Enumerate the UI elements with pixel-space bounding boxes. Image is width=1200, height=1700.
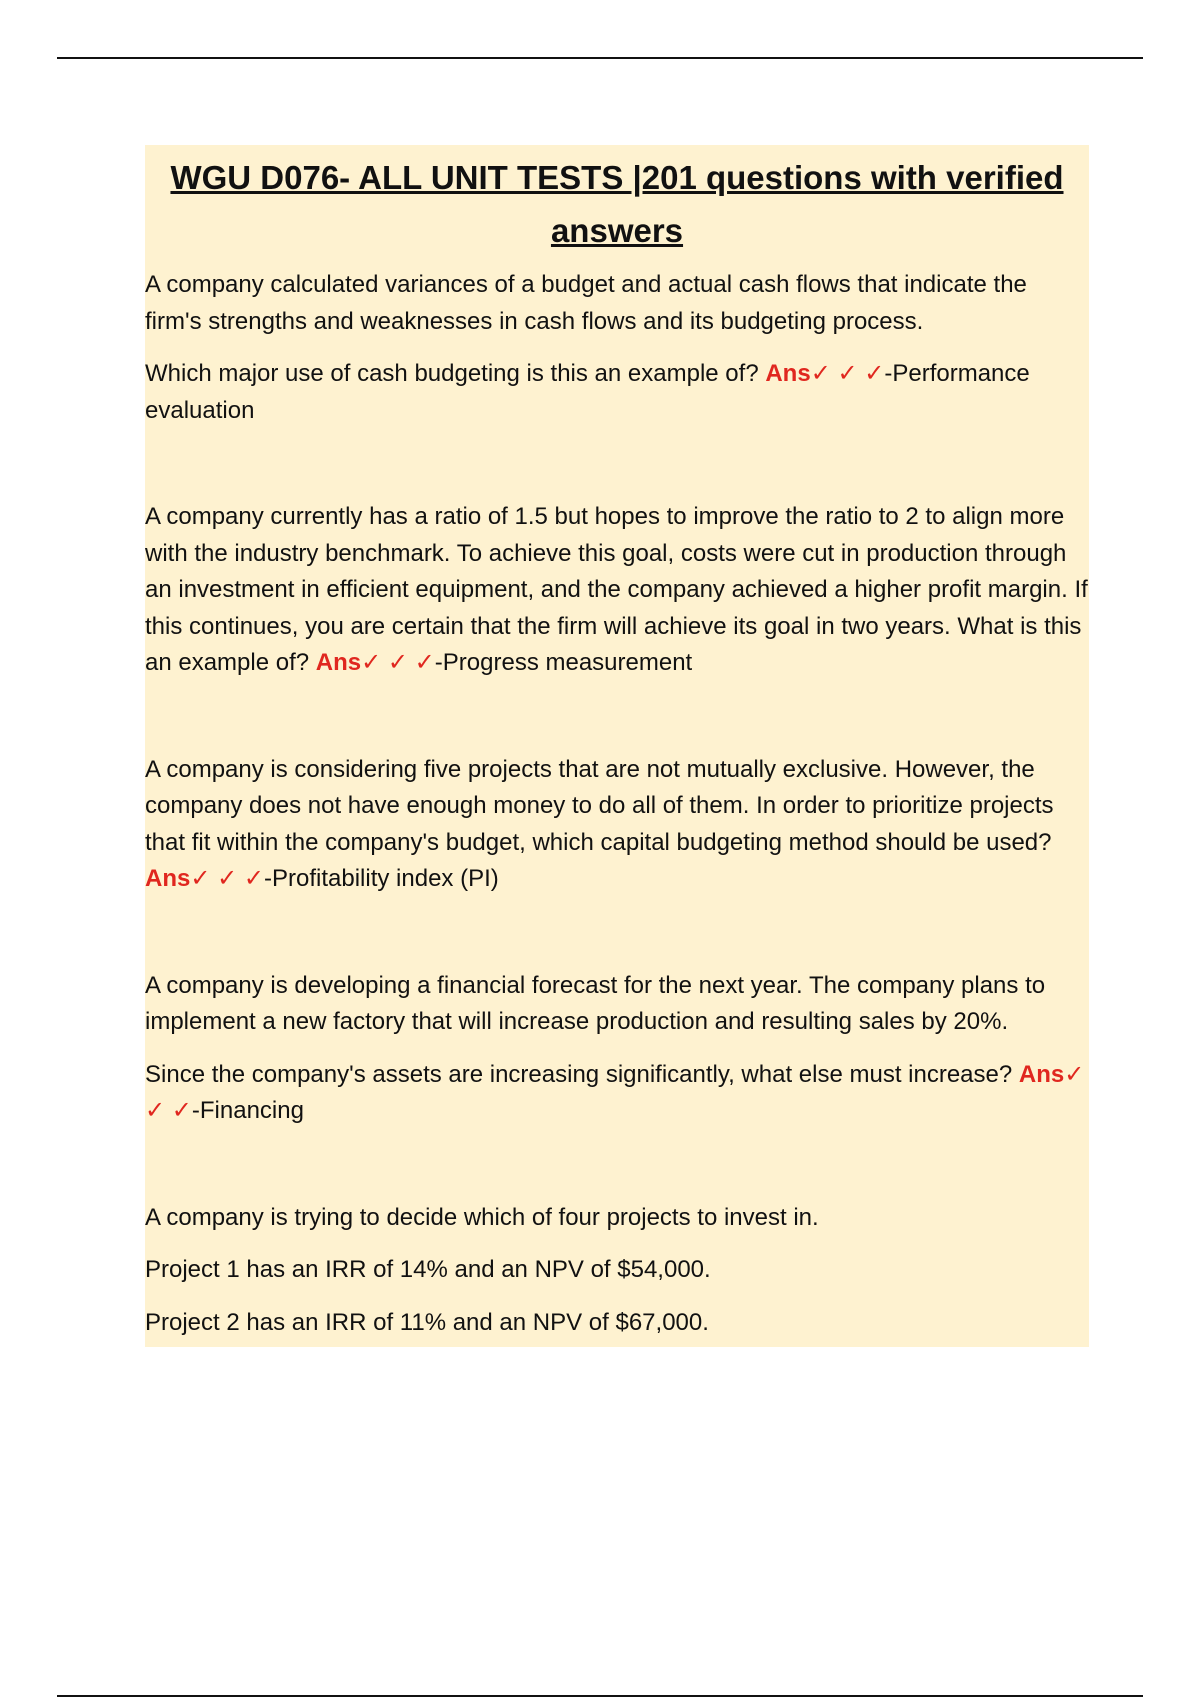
footer-rule (57, 1695, 1143, 1697)
prompt-text: Which major use of cash budgeting is this an example of? (145, 360, 759, 387)
question-5-detail-2: Project 2 has an IRR of 11% and an NPV of $67,000. (145, 1308, 709, 1336)
question-5-detail-1: Project 1 has an IRR of 14% and an NPV of $54,000. (145, 1256, 711, 1283)
question-1-text: A company calculated variances of a budget and actual cash flows that indicate the firm's strengths and weaknesses in cash flows and its budgeting process. (145, 271, 1027, 335)
question-4-prompt (145, 1057, 1089, 1130)
answer-text: -Progress measurement (434, 649, 693, 676)
check-mark-icon: ✓ ✓ ✓ (361, 649, 435, 676)
answer-text: -Profitability index (PI) (264, 865, 499, 892)
question-1-prompt (145, 356, 1089, 429)
answer-text: -Performance evaluation (145, 360, 1030, 424)
answer-label: Ans (145, 865, 191, 892)
prompt-text: Since the company's assets are increasing significantly, what else must increase? (145, 1060, 1013, 1088)
answer-label: Ans (1018, 1060, 1065, 1088)
answer-label: Ans (765, 360, 811, 387)
question-4-text: A company is developing a financial forecast for the next year. The company plans to implement a new factory that will increase production and resulting sales by 20%. (145, 971, 1046, 1035)
question-5-text: A company is trying to decide which of four projects to invest in. (145, 1203, 819, 1231)
answer-label: Ans (315, 649, 362, 676)
question-3-prompt (145, 752, 1089, 898)
check-mark-icon: ✓ ✓ ✓ (190, 865, 265, 892)
document-title: WGU D076- ALL UNIT TESTS |201 questions with verified answers (170, 159, 1064, 249)
prompt-text: A company currently has a ratio of 1.5 but hopes to improve the ratio to 2 to align more with the industry benchmark. To achieve this goal, costs were cut in production through an investment in efficient equipment, and the company achieved a higher profit margin. If this continues, you are certain that the firm will achieve its goal in two years. What is this an example of? (145, 503, 1088, 676)
highlighted-content (145, 145, 1089, 1347)
answer-text: -Financing (191, 1097, 304, 1124)
check-mark-icon: ✓ ✓ ✓ (145, 1060, 1085, 1124)
header-rule (57, 57, 1143, 59)
check-mark-icon: ✓ ✓ ✓ (810, 360, 885, 387)
prompt-text: A company is considering five projects that are not mutually exclusive. However, the company does not have enough money to do all of them. In order to prioritize projects that fit within the company's budget, which capital budgeting method should be used? (145, 755, 1054, 856)
question-2-prompt (145, 499, 1089, 682)
